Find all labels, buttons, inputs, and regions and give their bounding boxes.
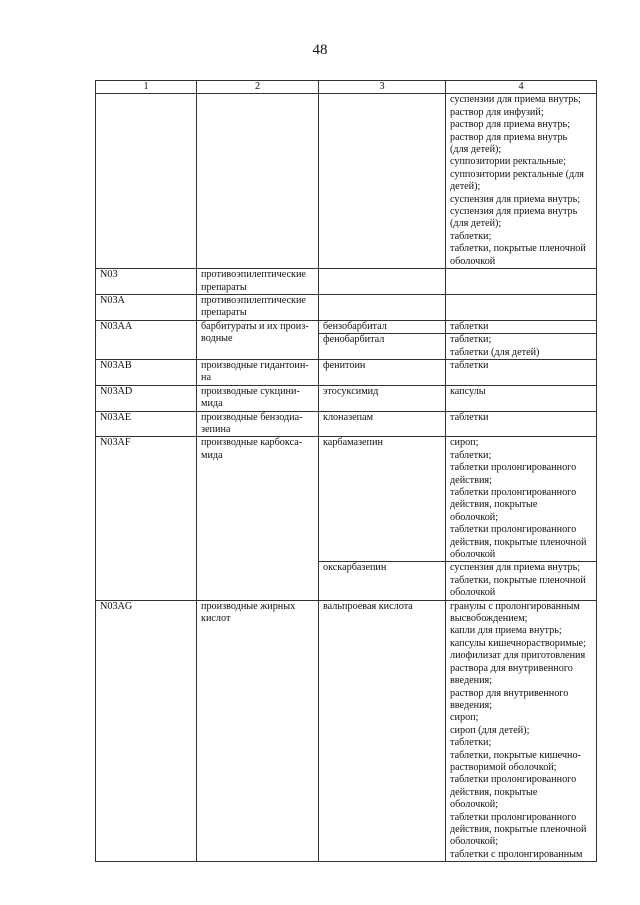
pharm-group-cell-line: на (201, 372, 211, 384)
page-number: 48 (312, 42, 328, 58)
dosage-forms-cell-line: гранулы с пролонгированным (450, 600, 580, 612)
pharm-group-cell-line: противоэпилептические (201, 294, 306, 306)
dosage-forms-cell-line: высвобождением; (450, 613, 528, 625)
atc-code-cell: N03AB (96, 359, 197, 385)
pharm-group-cell (197, 385, 319, 411)
drug-name-cell (319, 411, 446, 437)
dosage-forms-cell (446, 385, 597, 411)
dosage-forms-cell-line: оболочкой (450, 255, 496, 267)
dosage-forms-cell (446, 437, 597, 562)
table-row (96, 411, 597, 437)
pharm-group-cell (197, 294, 319, 320)
pharm-group-cell-line: препараты (201, 281, 247, 293)
dosage-forms-cell-line: таблетки; (450, 230, 492, 242)
dosage-forms-cell-line: сироп (для детей); (450, 724, 530, 736)
atc-code-cell: N03AE (96, 411, 197, 437)
table-row (96, 600, 597, 862)
dosage-forms-cell-line: действия, покрытые пленочной (450, 823, 587, 835)
header-col-1: 1 (96, 81, 197, 94)
pharm-group-cell (197, 359, 319, 385)
pharm-group-cell (197, 94, 319, 269)
table-header-row (96, 81, 597, 94)
drug-name-cell (319, 269, 446, 295)
atc-code-cell: N03AA (96, 320, 197, 359)
drug-name-cell-line: бензобарбитал (323, 320, 387, 332)
table-row (96, 269, 597, 295)
dosage-forms-cell (446, 94, 597, 269)
dosage-forms-cell-line: таблетки (450, 359, 489, 371)
dosage-forms-cell-line: суспензии для приема внутрь; (450, 94, 581, 106)
atc-code-cell: N03 (96, 269, 197, 295)
dosage-forms-cell-line: действия, покрытые пленочной (450, 536, 587, 548)
dosage-forms-cell-line: таблетки пролонгированного (450, 487, 577, 498)
dosage-forms-cell-line: таблетки пролонгированного (450, 811, 577, 823)
dosage-forms-cell-line: капли для приема внутрь; (450, 625, 562, 637)
dosage-forms-cell-line: растворимой оболочкой; (450, 761, 557, 773)
pharm-group-cell-line: мида (201, 449, 223, 461)
dosage-forms-cell-line: суспензия для приема внутрь; (450, 193, 581, 205)
drug-name-cell-line: карбамазепин (323, 437, 383, 449)
dosage-forms-cell-line: суспензия для приема внутрь; (450, 562, 581, 574)
dosage-forms-cell-line: капсулы кишечнорастворимые; (450, 637, 586, 649)
dosage-forms-cell (446, 320, 597, 333)
pharm-group-cell-line: производные жирных (201, 600, 296, 612)
atc-code-cell: N03A (96, 294, 197, 320)
dosage-forms-cell-line: таблетки (450, 411, 489, 423)
table-row (96, 385, 597, 411)
dosage-forms-cell-line: раствора для внутривенного (450, 662, 573, 674)
dosage-forms-cell-line: суппозитории ректальные; (450, 156, 566, 168)
table-row (96, 294, 597, 320)
dosage-forms-cell-line: действия, покрытые (450, 499, 538, 511)
dosage-forms-cell-line: сироп; (450, 437, 479, 449)
drug-name-cell-line: окскарбазепин (323, 562, 387, 574)
pharm-group-cell (197, 600, 319, 862)
dosage-forms-cell (446, 411, 597, 437)
pharm-group-cell-line: производные гидантоин- (201, 359, 309, 371)
atc-code-cell (96, 94, 197, 269)
dosage-forms-cell-line: детей); (450, 181, 481, 193)
drug-name-cell-line: фенитоин (323, 359, 366, 371)
table-row (96, 320, 597, 333)
drug-name-cell (319, 359, 446, 385)
drug-name-cell-line: клоназепам (323, 411, 374, 423)
pharm-group-cell-line: барбитураты и их произ- (201, 320, 309, 332)
table-row (96, 94, 597, 269)
dosage-forms-cell-line: капсулы (450, 385, 486, 397)
drug-name-cell (319, 334, 446, 360)
pharm-group-cell-line: производные карбокса- (201, 437, 303, 449)
dosage-forms-cell-line: раствор для приема внутрь; (450, 119, 571, 131)
table-row (96, 437, 597, 562)
dosage-forms-cell-line: таблетки; (450, 737, 492, 749)
atc-code-cell: N03AF (96, 437, 197, 600)
drug-name-cell (319, 437, 446, 562)
dosage-forms-cell-line: оболочкой; (450, 836, 499, 848)
dosage-forms-cell-line: таблетки (для детей) (450, 346, 540, 358)
drug-name-cell-line: фенобарбитал (323, 334, 385, 346)
medication-table (95, 80, 597, 862)
atc-code-cell: N03AD (96, 385, 197, 411)
dosage-forms-cell-line: таблетки; (450, 449, 492, 461)
dosage-forms-cell-line: таблетки; (450, 334, 492, 346)
pharm-group-cell (197, 411, 319, 437)
dosage-forms-cell (446, 600, 597, 862)
atc-code-cell: N03AG (96, 600, 197, 862)
dosage-forms-cell-line: оболочкой; (450, 799, 499, 811)
drug-name-cell (319, 385, 446, 411)
dosage-forms-cell-line: действия; (450, 474, 492, 486)
dosage-forms-cell-line: оболочкой (450, 587, 496, 599)
dosage-forms-cell (446, 359, 597, 385)
drug-name-cell (319, 320, 446, 333)
pharm-group-cell-line: водные (201, 333, 233, 345)
drug-name-cell (319, 562, 446, 600)
header-col-2: 2 (197, 81, 319, 94)
dosage-forms-cell-line: сироп; (450, 712, 479, 724)
pharm-group-cell-line: кислот (201, 613, 231, 625)
dosage-forms-cell-line: введения; (450, 699, 493, 711)
dosage-forms-cell (446, 294, 597, 320)
dosage-forms-cell-line: раствор для внутривенного (450, 687, 569, 699)
drug-name-cell-line: вальпроевая кислота (323, 600, 413, 612)
pharm-group-cell-line: противоэпилептические (201, 269, 306, 281)
dosage-forms-cell-line: таблетки пролонгированного (450, 524, 577, 536)
pharm-group-cell-line: производные сукцини- (201, 385, 300, 397)
drug-name-cell (319, 94, 446, 269)
dosage-forms-cell-line: таблетки пролонгированного (450, 462, 577, 474)
dosage-forms-cell-line: таблетки с пролонгированным (450, 848, 583, 860)
dosage-forms-cell (446, 334, 597, 360)
dosage-forms-cell-line: таблетки пролонгированного (450, 774, 577, 786)
dosage-forms-cell-line: оболочкой; (450, 511, 499, 523)
pharm-group-cell-line: зепина (201, 423, 231, 435)
dosage-forms-cell-line: таблетки, покрытые кишечно- (450, 749, 581, 761)
dosage-forms-cell-line: таблетки, покрытые пленочной (450, 574, 586, 586)
dosage-forms-cell-line: раствор для приема внутрь (450, 131, 568, 143)
dosage-forms-cell-line: (для детей); (450, 144, 502, 156)
pharm-group-cell (197, 437, 319, 600)
dosage-forms-cell-line: лиофилизат для приготовления (450, 650, 586, 662)
pharm-group-cell-line: препараты (201, 307, 247, 319)
dosage-forms-cell-line: раствор для инфузий; (450, 106, 544, 118)
pharm-group-cell (197, 269, 319, 295)
dosage-forms-cell-line: введения; (450, 675, 493, 687)
drug-name-cell-line: этосуксимид (323, 385, 379, 397)
pharm-group-cell-line: производные бензодиа- (201, 411, 303, 423)
dosage-forms-cell-line: суппозитории ректальные (для (450, 168, 584, 180)
dosage-forms-cell (446, 269, 597, 295)
dosage-forms-cell-line: (для детей); (450, 218, 502, 230)
header-col-4: 4 (446, 81, 597, 94)
table-row (96, 359, 597, 385)
dosage-forms-cell-line: суспензия для приема внутрь (450, 206, 578, 218)
drug-name-cell (319, 600, 446, 862)
dosage-forms-cell-line: действия, покрытые (450, 786, 538, 798)
pharm-group-cell-line: мида (201, 398, 223, 410)
dosage-forms-cell-line: оболочкой (450, 549, 496, 561)
drug-name-cell (319, 294, 446, 320)
header-col-3: 3 (319, 81, 446, 94)
dosage-forms-cell-line: таблетки (450, 320, 489, 332)
dosage-forms-cell (446, 562, 597, 600)
dosage-forms-cell-line: таблетки, покрытые пленочной (450, 243, 586, 255)
pharm-group-cell (197, 320, 319, 359)
